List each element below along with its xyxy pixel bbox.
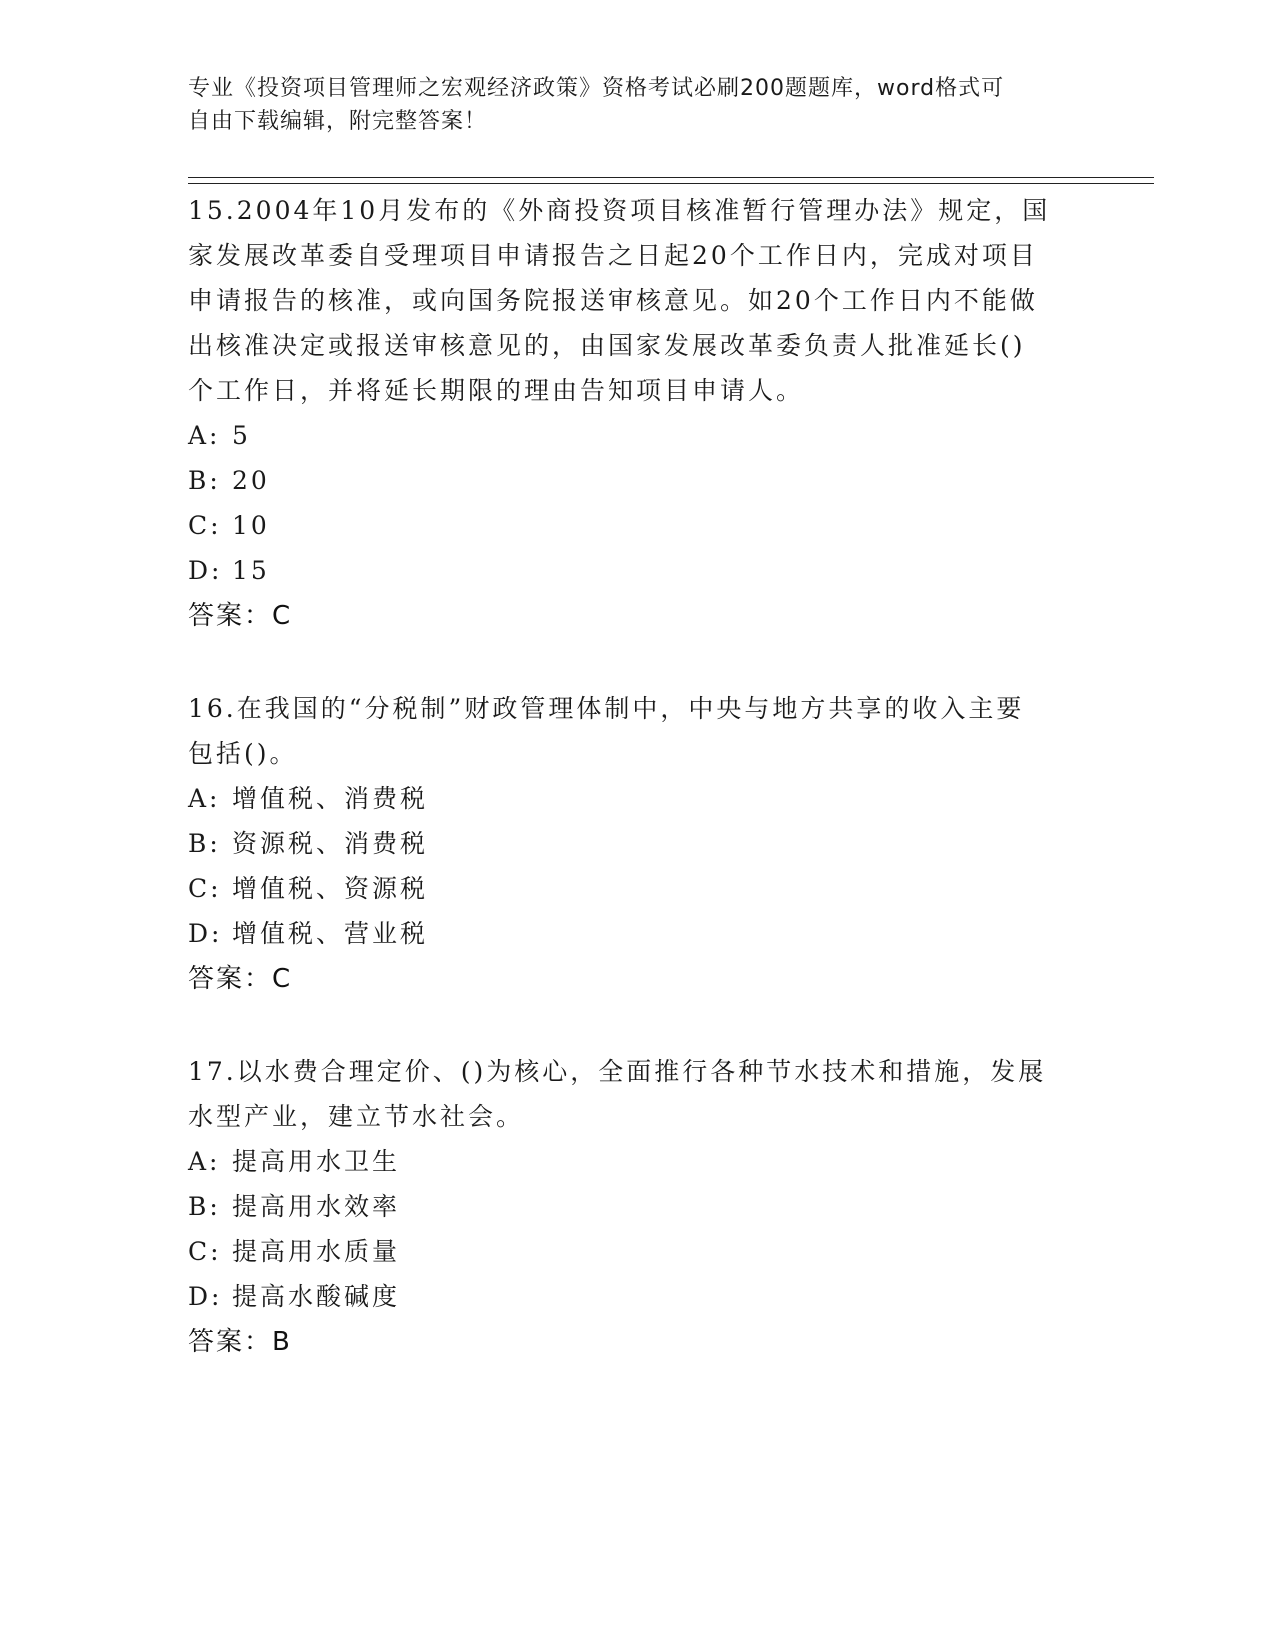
question-17 <box>188 1049 1088 1365</box>
option-text: 提高水酸碱度 <box>232 1282 401 1311</box>
option-letter: A: <box>188 784 221 813</box>
option-letter: D: <box>188 919 223 948</box>
question-15-answer: 答案：C <box>188 601 293 631</box>
question-16-option-d <box>188 911 1088 956</box>
option-letter: B: <box>188 1192 221 1221</box>
option-text: 增值税、资源税 <box>232 874 429 903</box>
question-17-stem <box>188 1049 1088 1139</box>
question-17-line-2: 水型产业，建立节水社会。 <box>188 1102 525 1131</box>
question-15-option-c <box>188 503 1088 548</box>
question-15-line-4: 出核准决定或报送审核意见的，由国家发展改革委负责人批准延长() <box>188 331 1026 360</box>
option-text: 5 <box>232 421 251 450</box>
question-16-stem <box>188 686 1088 776</box>
question-17-line-1: 17.以水费合理定价、()为核心，全面推行各种节水技术和措施，发展 <box>188 1057 1047 1086</box>
option-text: 20 <box>232 466 270 495</box>
option-letter: B: <box>188 466 221 495</box>
question-17-option-a <box>188 1139 1088 1184</box>
question-15-option-d <box>188 548 1088 593</box>
option-text: 增值税、消费税 <box>232 784 429 813</box>
question-16 <box>188 686 1088 1002</box>
option-text: 资源税、消费税 <box>232 829 429 858</box>
option-letter: B: <box>188 829 221 858</box>
question-16-answer: 答案：C <box>188 964 293 994</box>
document-header <box>188 72 1068 138</box>
header-divider-top <box>188 177 1154 178</box>
question-16-option-a <box>188 776 1088 821</box>
header-line-2: 自由下载编辑，附完整答案！ <box>188 109 488 134</box>
question-16-line-1: 16.在我国的“分税制”财政管理体制中，中央与地方共享的收入主要 <box>188 694 1025 723</box>
option-text: 10 <box>232 511 270 540</box>
question-15 <box>188 188 1088 639</box>
question-17-option-c <box>188 1229 1088 1274</box>
option-letter: A: <box>188 1147 221 1176</box>
question-15-line-3: 申请报告的核准，或向国务院报送审核意见。如20个工作日内不能做 <box>188 286 1038 315</box>
header-divider-bottom <box>188 183 1154 184</box>
option-text: 15 <box>232 556 270 585</box>
option-letter: D: <box>188 556 223 585</box>
question-15-option-a <box>188 413 1088 458</box>
question-16-line-2: 包括()。 <box>188 739 298 768</box>
option-letter: D: <box>188 1282 223 1311</box>
question-17-answer: 答案：B <box>188 1327 292 1357</box>
header-line-1: 专业《投资项目管理师之宏观经济政策》资格考试必刷200题题库，word格式可 <box>188 76 1005 101</box>
option-text: 提高用水质量 <box>232 1237 401 1266</box>
option-letter: C: <box>188 1237 222 1266</box>
option-text: 提高用水效率 <box>232 1192 401 1221</box>
question-15-option-b <box>188 458 1088 503</box>
question-16-option-b <box>188 821 1088 866</box>
question-17-option-d <box>188 1274 1088 1319</box>
question-17-option-b <box>188 1184 1088 1229</box>
question-16-option-c <box>188 866 1088 911</box>
option-text: 提高用水卫生 <box>232 1147 401 1176</box>
question-15-stem <box>188 188 1088 413</box>
question-15-line-2: 家发展改革委自受理项目申请报告之日起20个工作日内，完成对项目 <box>188 241 1038 270</box>
question-15-line-1: 15.2004年10月发布的《外商投资项目核准暂行管理办法》规定，国 <box>188 196 1051 225</box>
option-letter: A: <box>188 421 221 450</box>
question-15-line-5: 个工作日，并将延长期限的理由告知项目申请人。 <box>188 376 805 405</box>
option-letter: C: <box>188 874 222 903</box>
option-letter: C: <box>188 511 222 540</box>
option-text: 增值税、营业税 <box>232 919 429 948</box>
